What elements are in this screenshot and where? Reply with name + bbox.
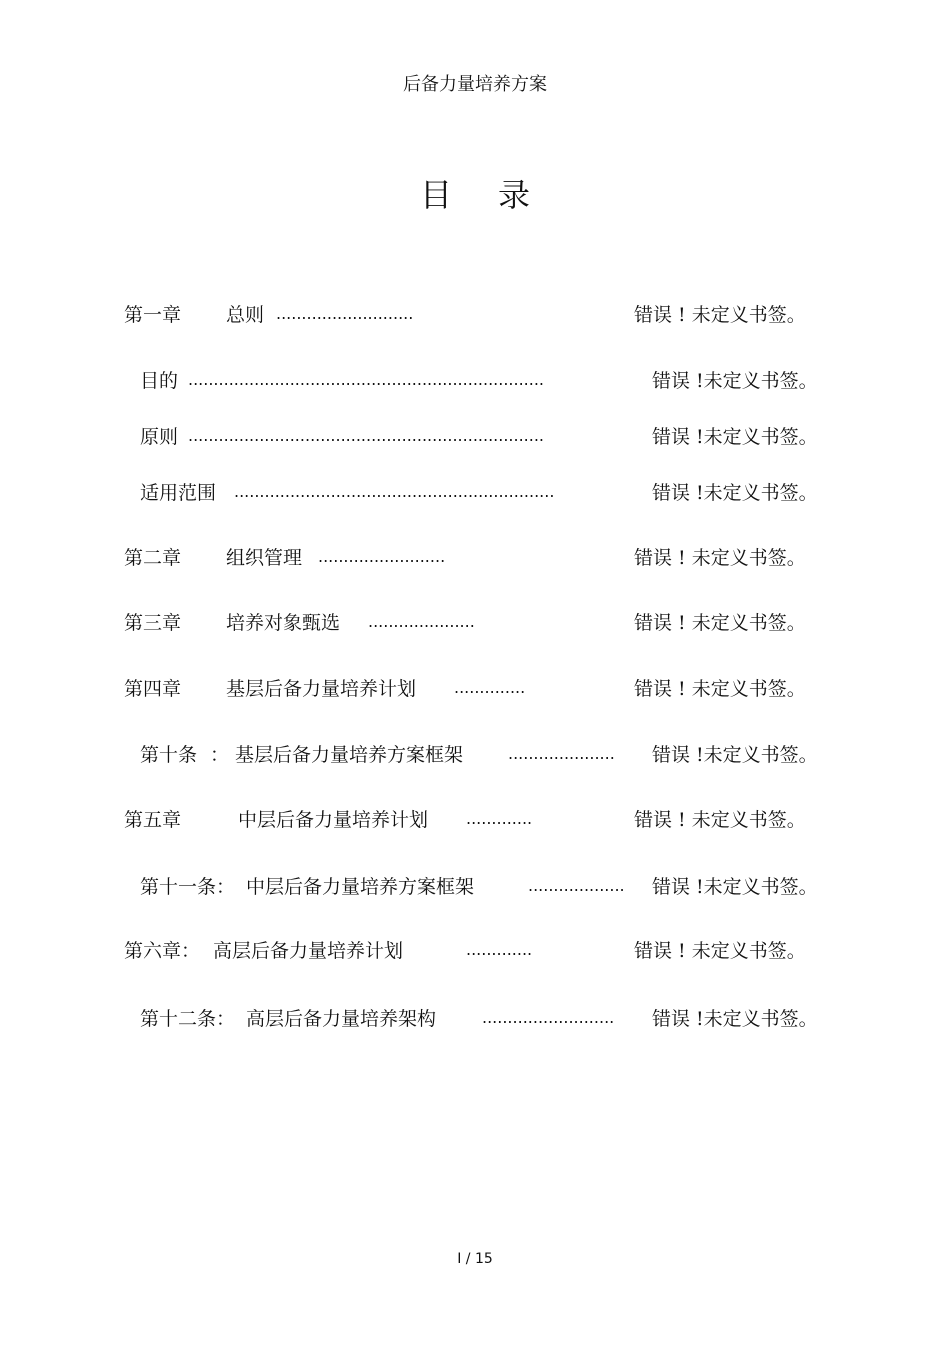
toc-entry-title: 目的 bbox=[140, 370, 179, 392]
document-header: 后备力量培养方案 bbox=[403, 74, 547, 95]
page-number: I / 15 bbox=[457, 1251, 493, 1267]
toc-leader-dots: ..................... bbox=[368, 612, 475, 631]
toc-leader-dots: ...................................................................... bbox=[188, 426, 545, 445]
toc-entry-title: 总则 bbox=[226, 304, 265, 326]
toc-leader-dots: .......................... bbox=[482, 1008, 615, 1027]
toc-leader-dots: ............. bbox=[466, 940, 533, 959]
toc-entry-page: 错误 ! 未定义书签。 bbox=[634, 809, 806, 831]
toc-entry-title: 基层后备力量培养计划 bbox=[226, 678, 417, 700]
toc-leader-dots: ...................................................................... bbox=[188, 370, 545, 389]
toc-entry-page: 错误 ! 未定义书签。 bbox=[634, 547, 806, 569]
toc-title-part2: 录 bbox=[498, 176, 531, 214]
toc-entry-label: 第五章 bbox=[124, 809, 182, 831]
toc-entry-page: 错误 ! 未定义书签。 bbox=[634, 678, 806, 700]
toc-entry-label: 第十二条： bbox=[140, 1008, 236, 1030]
toc-entry-page: 错误 !未定义书签。 bbox=[652, 426, 818, 448]
toc-entry-title: 适用范围 bbox=[140, 482, 217, 504]
toc-entry-page: 错误 !未定义书签。 bbox=[652, 1008, 818, 1030]
toc-entry-title: 高层后备力量培养架构 bbox=[246, 1008, 437, 1030]
toc-entry-label: 第十一条： bbox=[140, 876, 236, 898]
toc-entry-label: 第四章 bbox=[124, 678, 182, 700]
toc-entry-label: 第三章 bbox=[124, 612, 182, 634]
toc-entry-page: 错误 !未定义书签。 bbox=[652, 876, 818, 898]
toc-entry-title: 中层后备力量培养方案框架 bbox=[246, 876, 475, 898]
toc-leader-dots: ..................... bbox=[508, 744, 615, 763]
toc-entry-page: 错误 ! 未定义书签。 bbox=[634, 940, 806, 962]
toc-leader-dots: ................... bbox=[528, 876, 625, 895]
toc-entry-label: 第二章 bbox=[124, 547, 182, 569]
toc-entry-title: 原则 bbox=[140, 426, 179, 448]
toc-entry-title: 培养对象甄选 bbox=[226, 612, 341, 634]
toc-leader-dots: ......................... bbox=[318, 547, 446, 566]
toc-title-part1: 目 bbox=[419, 176, 452, 214]
toc-leader-dots: ............................................................... bbox=[234, 482, 555, 501]
toc-entry-title: ： 基层后备力量培养方案框架 bbox=[210, 744, 464, 766]
toc-entry-label: 第六章： bbox=[124, 940, 201, 962]
toc-entry-label: 第一章 bbox=[124, 304, 182, 326]
toc-entry-page: 错误 ! 未定义书签。 bbox=[634, 304, 806, 326]
toc-entry-page: 错误 ! 未定义书签。 bbox=[634, 612, 806, 634]
toc-entry-title: 高层后备力量培养计划 bbox=[213, 940, 404, 962]
toc-leader-dots: ........................... bbox=[276, 304, 414, 323]
toc-title bbox=[0, 170, 950, 216]
toc-entry-title: 组织管理 bbox=[226, 547, 303, 569]
toc-leader-dots: ............. bbox=[466, 809, 533, 828]
toc-entry-page: 错误 !未定义书签。 bbox=[652, 744, 818, 766]
toc-entry-page: 错误 !未定义书签。 bbox=[652, 370, 818, 392]
toc-leader-dots: .............. bbox=[454, 678, 526, 697]
toc-entry-label: 第十条 bbox=[140, 744, 198, 766]
toc-entry-title: 中层后备力量培养计划 bbox=[238, 809, 429, 831]
toc-entry-page: 错误 !未定义书签。 bbox=[652, 482, 818, 504]
